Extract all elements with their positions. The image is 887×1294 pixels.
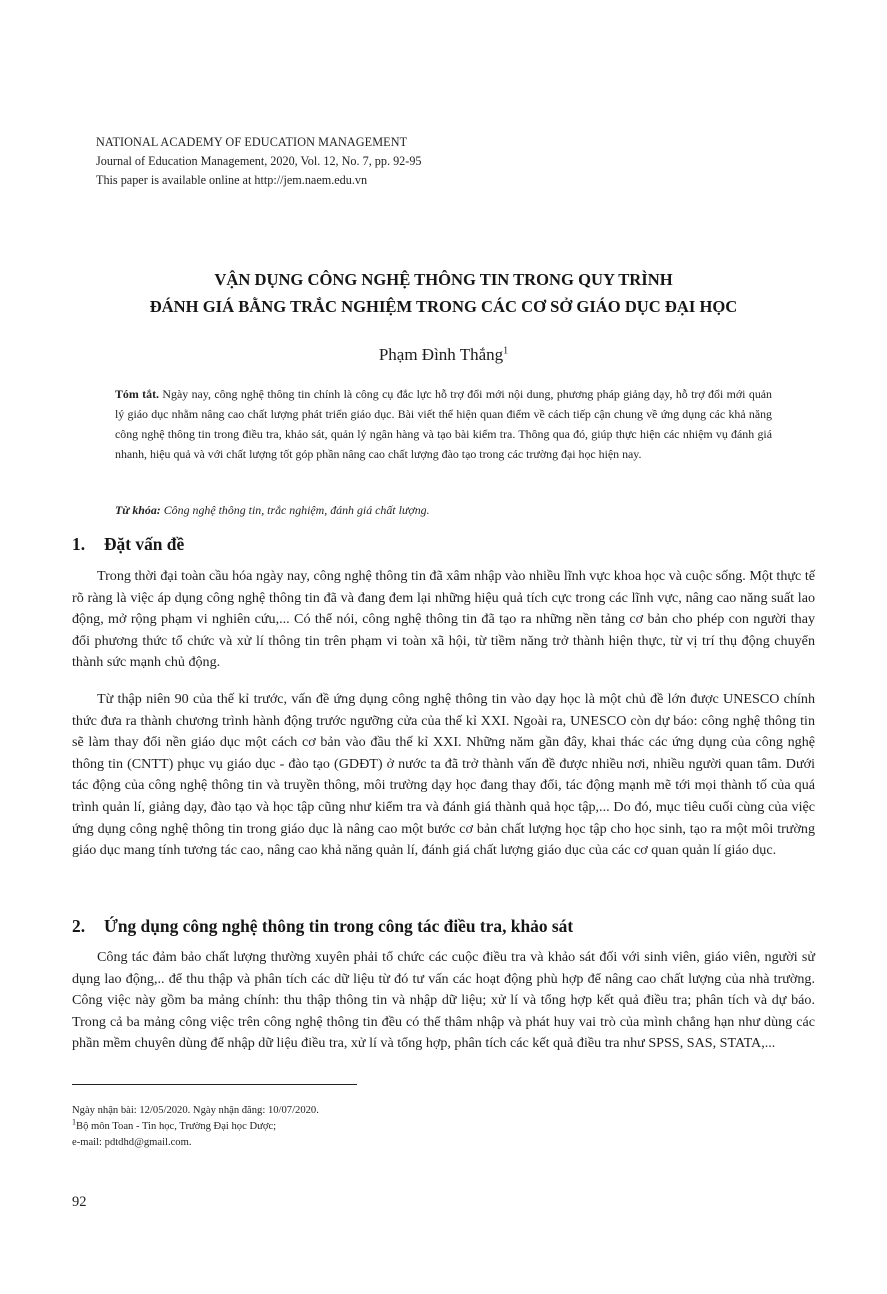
keywords xyxy=(115,500,772,520)
journal-institution: NATIONAL ACADEMY OF EDUCATION MANAGEMENT xyxy=(96,135,408,149)
footnote-affiliation xyxy=(72,1119,672,1135)
author-name: Phạm Đình Thắng xyxy=(378,345,504,364)
abstract-label: Tóm tắt. xyxy=(115,387,160,401)
section-title: Đặt vấn đề xyxy=(104,534,185,554)
footnote-dates: Ngày nhận bài: 12/05/2020. Ngày nhận đăng: 10/07/2020. xyxy=(72,1105,319,1116)
article-author xyxy=(0,344,887,366)
footnote-mark: 1 xyxy=(72,1117,76,1127)
keywords-label: Từ khóa: xyxy=(115,503,161,517)
section-heading-1 xyxy=(72,532,812,556)
page-number: 92 xyxy=(72,1194,87,1210)
section-number: 2. xyxy=(72,916,86,936)
article-title-line-2: ĐÁNH GIÁ BẰNG TRẮC NGHIỆM TRONG CÁC CƠ SỞ GIÁO DỤC ĐẠI HỌC xyxy=(149,297,738,316)
footnotes xyxy=(72,1103,672,1151)
abstract xyxy=(115,384,772,464)
section-number: 1. xyxy=(72,534,86,554)
paragraph: Công tác đảm bảo chất lượng thường xuyên phải tổ chức các cuộc điều tra và khảo sát đối với sinh viên, giáo viên, người sử dụng lao động,.. để thu thập và phân tích các dữ liệu từ đó tư vấn các hoạt động phù hợp để nâng cao chất lượng của nhà trường. Công việc này gồm ba mảng chính: thu thập thông tin và nhập dữ liệu; xử lí và tổng hợp kết quả điều tra; phân tích và dự báo. Trong cả ba mảng công việc trên công nghệ thông tin đều có thể thâm nhập và phát huy vai trò của mình chẳng hạn như dùng các phần mềm chuyên dùng để nhập dữ liệu điều tra, xử lí và tổng hợp, phân tích các kết quả điều tra như SPSS, SAS, STATA,... xyxy=(72,949,815,1052)
author-footnote-mark: 1 xyxy=(503,345,509,357)
journal-header xyxy=(96,133,796,190)
article-title-line-1: VẬN DỤNG CÔNG NGHỆ THÔNG TIN TRONG QUY TRÌNH xyxy=(214,270,673,289)
paragraph: Từ thập niên 90 của thế kỉ trước, vấn đề ứng dụng công nghệ thông tin vào dạy học là một chủ đề lớn được UNESCO chính thức đưa ra thành chương trình hành động trước ngưỡng cửa của thế kỉ XXI. Ngoài ra, UNESCO còn dự báo: công nghệ thông tin sẽ làm thay đổi nền giáo dục một cách cơ bản vào đầu thế kỉ XXI. Những năm gần đây, khai thác các ứng dụng của công nghệ thông tin (CNTT) phục vụ giáo dục - đào tạo (GDĐT) ở nước ta đã trở thành vấn đề được nhiều nơi, nhiều người quan tâm. Dưới tác động của công nghệ thông tin và truyền thông, môi trường dạy học đang thay đổi, tác động mạnh mẽ tới mọi thành tố của quá trình quản lí, giảng dạy, đào tạo và học tập cũng như kiểm tra và đánh giá thành quả học tập,... Do đó, mục tiêu cuối cùng của việc ứng dụng công nghệ thông tin trong giáo dục là nâng cao một bước cơ bản chất lượng học tập cho học sinh, tạo ra một môi trường giáo dục mang tính tương tác cao, nâng cao khả năng quản lí, đánh giá chất lượng giáo dục của các cơ quan quản lí giáo dục. xyxy=(72,691,815,859)
paragraph: Trong thời đại toàn cầu hóa ngày nay, công nghệ thông tin đã xâm nhập vào nhiều lĩnh vực khoa học và cuộc sống. Một thực tế rõ ràng là việc áp dụng công nghệ thông tin đã và đang đem lại những hiệu quả tích cực trong các lĩnh vực, nâng cao năng suất lao động, mở rộng phạm vi nghiên cứu,... Có thể nói, công nghệ thông tin đã tạo ra những nền tảng cơ bản cho phép con người thay đổi phương thức tổ chức và xử lí thông tin trên phạm vi toàn xã hội, từ tiềm năng trở thành hiện thực, từ vị trí thụ động chuyển thành sức mạnh chủ động. xyxy=(72,568,815,671)
footnote-email: e-mail: pdtdhd@gmail.com. xyxy=(72,1137,192,1148)
footnote-divider xyxy=(72,1084,357,1085)
keywords-text: Công nghệ thông tin, trắc nghiệm, đánh giá chất lượng. xyxy=(160,503,430,517)
footnote-affiliation-text: Bộ môn Toan - Tin học, Trường Đại học Dược; xyxy=(76,1121,277,1132)
section-heading-2 xyxy=(72,914,812,938)
abstract-text: Ngày nay, công nghệ thông tin chính là công cụ đắc lực hỗ trợ đổi mới nội dung, phương pháp giảng dạy, hỗ trợ đổi mới quản lý giáo dục nhằm nâng cao chất lượng phát triển giáo dục. Bài viết thể hiện quan điểm về cách tiếp cận chung về ứng dụng các khả năng công nghệ thông tin trong điều tra, khảo sát, quản lý ngân hàng và tạo bài kiểm tra. Thông qua đó, giúp thực hiện các nhiệm vụ đánh giá nhanh, hiệu quả và với chất lượng tốt góp phần nâng cao chất lượng đào tạo trong các trường đại học hiện nay. xyxy=(115,387,772,461)
journal-citation: Journal of Education Management, 2020, Vol. 12, No. 7, pp. 92-95 xyxy=(96,154,422,168)
section-title: Ứng dụng công nghệ thông tin trong công tác điều tra, khảo sát xyxy=(104,916,574,936)
journal-availability: This paper is available online at http://jem.naem.edu.vn xyxy=(96,173,368,187)
article-title xyxy=(110,266,777,320)
